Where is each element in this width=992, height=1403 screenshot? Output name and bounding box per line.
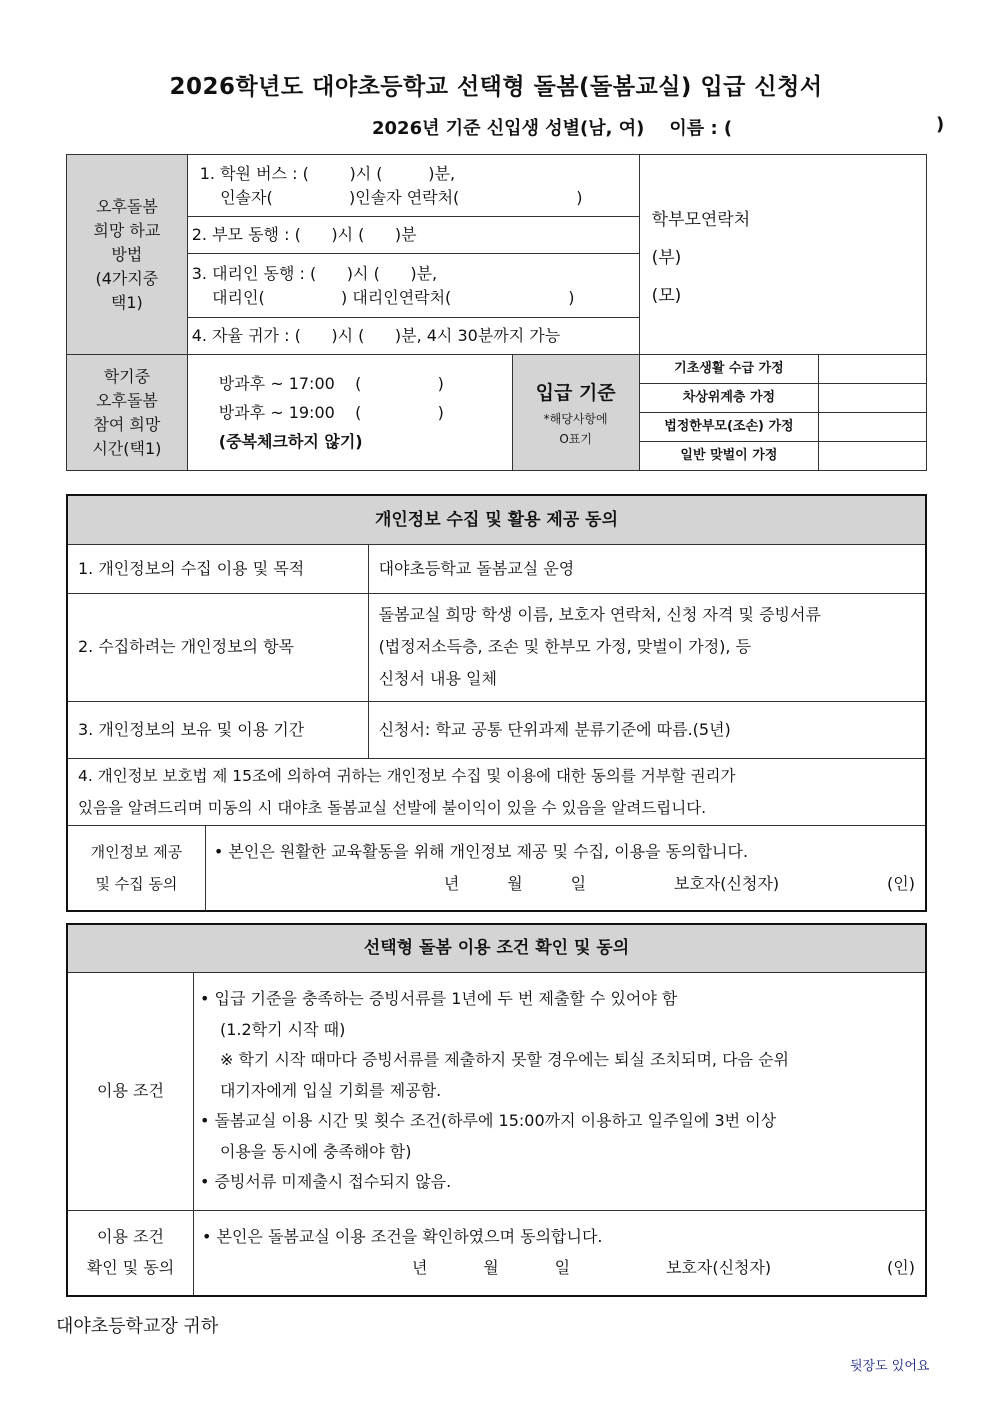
condition-line: ※ 학기 시작 때마다 증빙서류를 제출하지 못할 경우에는 퇴실 조치되며, 다음 순위 bbox=[219, 1050, 789, 1070]
criteria-check-cell[interactable] bbox=[819, 355, 927, 384]
privacy-notice-line: 4. 개인정보 보호법 제 15조에 의하여 귀하는 개인정보 수집 및 이용에 대한 동의를 거부할 권리가 bbox=[78, 766, 736, 785]
criteria-check-cell[interactable] bbox=[819, 384, 927, 413]
name-close-paren: ) bbox=[936, 114, 945, 135]
condition-line: 이용을 동시에 충족해야 함) bbox=[219, 1141, 412, 1161]
date-day[interactable]: 일 bbox=[554, 1257, 571, 1277]
privacy-date-row[interactable] bbox=[214, 868, 925, 900]
method-proxy-line1: 3. 대리인 동행 : ( )시 ( )분, bbox=[191, 263, 438, 283]
privacy-consent-label bbox=[67, 825, 205, 911]
application-table bbox=[66, 154, 927, 471]
consent-label-line: 및 수집 동의 bbox=[95, 874, 178, 893]
time-label-cell bbox=[67, 355, 188, 471]
time-label-line: 시간(택1) bbox=[92, 438, 162, 458]
criteria-check-cell[interactable] bbox=[819, 413, 927, 442]
parent-mother-label: (모) bbox=[651, 286, 682, 306]
time-note: (중복체크하지 않기) bbox=[218, 432, 363, 451]
privacy-consent-signature[interactable] bbox=[205, 825, 926, 911]
student-info-text: 2026년 기준 신입생 성별(남, 여) 이름 : ( bbox=[372, 118, 733, 139]
condition-line: 대기자에게 입실 기회를 제공함. bbox=[219, 1080, 442, 1100]
date-day[interactable]: 일 bbox=[570, 873, 587, 893]
parent-contact-cell[interactable] bbox=[639, 155, 926, 355]
criteria-note: O표기 bbox=[559, 431, 592, 446]
page-title: 2026학년도 대야초등학교 선택형 돌봄(돌봄교실) 입급 신청서 bbox=[169, 74, 823, 100]
criteria-item: 차상위계층 가정 bbox=[639, 384, 819, 413]
conditions-confirm-text: • 본인은 돌봄교실 이용 조건을 확인하였으며 동의합니다. bbox=[201, 1227, 603, 1247]
time-label-line: 참여 희망 bbox=[93, 414, 161, 434]
criteria-title: 입급 기준 bbox=[535, 381, 616, 404]
time-label-line: 오후돌봄 bbox=[95, 390, 158, 410]
privacy-row3-value: 신청서: 학교 공통 단위과제 분류기준에 따름.(5년) bbox=[368, 701, 926, 758]
seal-mark: (인) bbox=[887, 1257, 915, 1277]
conditions-date-row[interactable] bbox=[202, 1253, 925, 1284]
conditions-body bbox=[193, 972, 926, 1210]
seal-mark: (인) bbox=[887, 873, 915, 893]
criteria-item: 법정한부모(조손) 가정 bbox=[639, 413, 819, 442]
privacy-title: 개인정보 수집 및 활용 제공 동의 bbox=[67, 495, 926, 544]
conditions-table bbox=[66, 923, 927, 1297]
method-parent-cell[interactable]: 2. 부모 동행 : ( )시 ( )분 bbox=[187, 217, 639, 254]
method-proxy-cell[interactable] bbox=[187, 254, 639, 318]
guardian-signature[interactable]: 보호자(신청자) bbox=[673, 873, 780, 893]
conditions-signature[interactable] bbox=[193, 1210, 926, 1296]
privacy-row2-value bbox=[368, 593, 926, 701]
condition-line: • 돌봄교실 이용 시간 및 횟수 조건(하루에 15:00까지 이용하고 일주일에 3번 이상 bbox=[199, 1111, 777, 1131]
privacy-row2-label: 2. 수집하려는 개인정보의 항목 bbox=[67, 593, 368, 701]
parent-father-label: (부) bbox=[651, 248, 682, 268]
addressee: 대야초등학교장 귀하 bbox=[56, 1316, 219, 1337]
condition-line: (1.2학기 시작 때) bbox=[219, 1019, 346, 1039]
date-year[interactable]: 년 bbox=[411, 1257, 428, 1277]
privacy-consent-table bbox=[66, 494, 927, 912]
criteria-note: *해당사항에 bbox=[543, 411, 608, 426]
privacy-row4-notice bbox=[67, 758, 926, 825]
method-bus-line1: 1. 학원 버스 : ( )시 ( )분, bbox=[199, 163, 456, 183]
method-label-line: 오후돌봄 bbox=[95, 196, 158, 216]
criteria-label-cell bbox=[512, 355, 639, 471]
method-label-line: 방법 bbox=[111, 244, 143, 264]
date-month[interactable]: 월 bbox=[483, 1257, 499, 1277]
consent-label-line: 개인정보 제공 bbox=[90, 842, 183, 861]
conditions-confirm-label bbox=[67, 1210, 193, 1296]
privacy-row2-line: (법정저소득층, 조손 및 한부모 가정, 맞벌이 가정), 등 bbox=[378, 637, 752, 656]
privacy-row1-label: 1. 개인정보의 수집 이용 및 목적 bbox=[67, 544, 368, 593]
guardian-signature[interactable]: 보호자(신청자) bbox=[665, 1257, 772, 1277]
method-bus-cell[interactable] bbox=[187, 155, 639, 217]
privacy-row1-value: 대야초등학교 돌봄교실 운영 bbox=[368, 544, 926, 593]
method-label-line: (4가지중 bbox=[95, 268, 159, 288]
method-self-cell[interactable]: 4. 자율 귀가 : ( )시 ( )분, 4시 30분까지 가능 bbox=[187, 318, 639, 355]
condition-line: • 입급 기준을 충족하는 증빙서류를 1년에 두 번 제출할 수 있어야 함 bbox=[199, 989, 678, 1009]
time-label-line: 학기중 bbox=[103, 366, 151, 386]
time-options-cell[interactable] bbox=[187, 355, 512, 471]
conditions-label: 이용 조건 bbox=[67, 972, 193, 1210]
date-year[interactable]: 년 bbox=[443, 873, 460, 893]
privacy-consent-text: • 본인은 원활한 교육활동을 위해 개인정보 제공 및 수집, 이용을 동의합니다. bbox=[213, 841, 749, 861]
method-proxy-line2: 대리인( ) 대리인연락처( ) bbox=[191, 287, 575, 307]
privacy-row2-line: 돌봄교실 희망 학생 이름, 보호자 연락처, 신청 자격 및 증빙서류 bbox=[378, 605, 821, 624]
conditions-title: 선택형 돌봄 이용 조건 확인 및 동의 bbox=[67, 924, 926, 972]
time-option-19[interactable]: 방과후 ~ 19:00 ( ) bbox=[218, 403, 444, 422]
criteria-check-cell[interactable] bbox=[819, 442, 927, 471]
method-label-cell bbox=[67, 155, 188, 355]
privacy-row2-line: 신청서 내용 일체 bbox=[378, 669, 497, 688]
parent-contact-label: 학부모연락처 bbox=[651, 210, 751, 230]
confirm-label-line: 확인 및 동의 bbox=[86, 1257, 175, 1277]
method-label-line: 택1) bbox=[110, 292, 143, 312]
method-bus-line2: 인솔자( )인솔자 연락처( ) bbox=[199, 187, 583, 207]
student-info-line bbox=[372, 114, 945, 140]
method-label-line: 희망 하교 bbox=[93, 220, 161, 240]
time-option-17[interactable]: 방과후 ~ 17:00 ( ) bbox=[218, 374, 444, 393]
back-page-note: 뒷장도 있어요 bbox=[850, 1359, 930, 1374]
criteria-item: 기초생활 수급 가정 bbox=[639, 355, 819, 384]
privacy-notice-line: 있음을 알려드리며 미동의 시 대야초 돌봄교실 선발에 불이익이 있을 수 있음을 알려드립니다. bbox=[78, 798, 707, 817]
condition-line: • 증빙서류 미제출시 접수되지 않음. bbox=[199, 1172, 452, 1192]
privacy-row3-label: 3. 개인정보의 보유 및 이용 기간 bbox=[67, 701, 368, 758]
date-month[interactable]: 월 bbox=[507, 873, 523, 893]
confirm-label-line: 이용 조건 bbox=[97, 1227, 164, 1247]
criteria-item: 일반 맞벌이 가정 bbox=[639, 442, 819, 471]
